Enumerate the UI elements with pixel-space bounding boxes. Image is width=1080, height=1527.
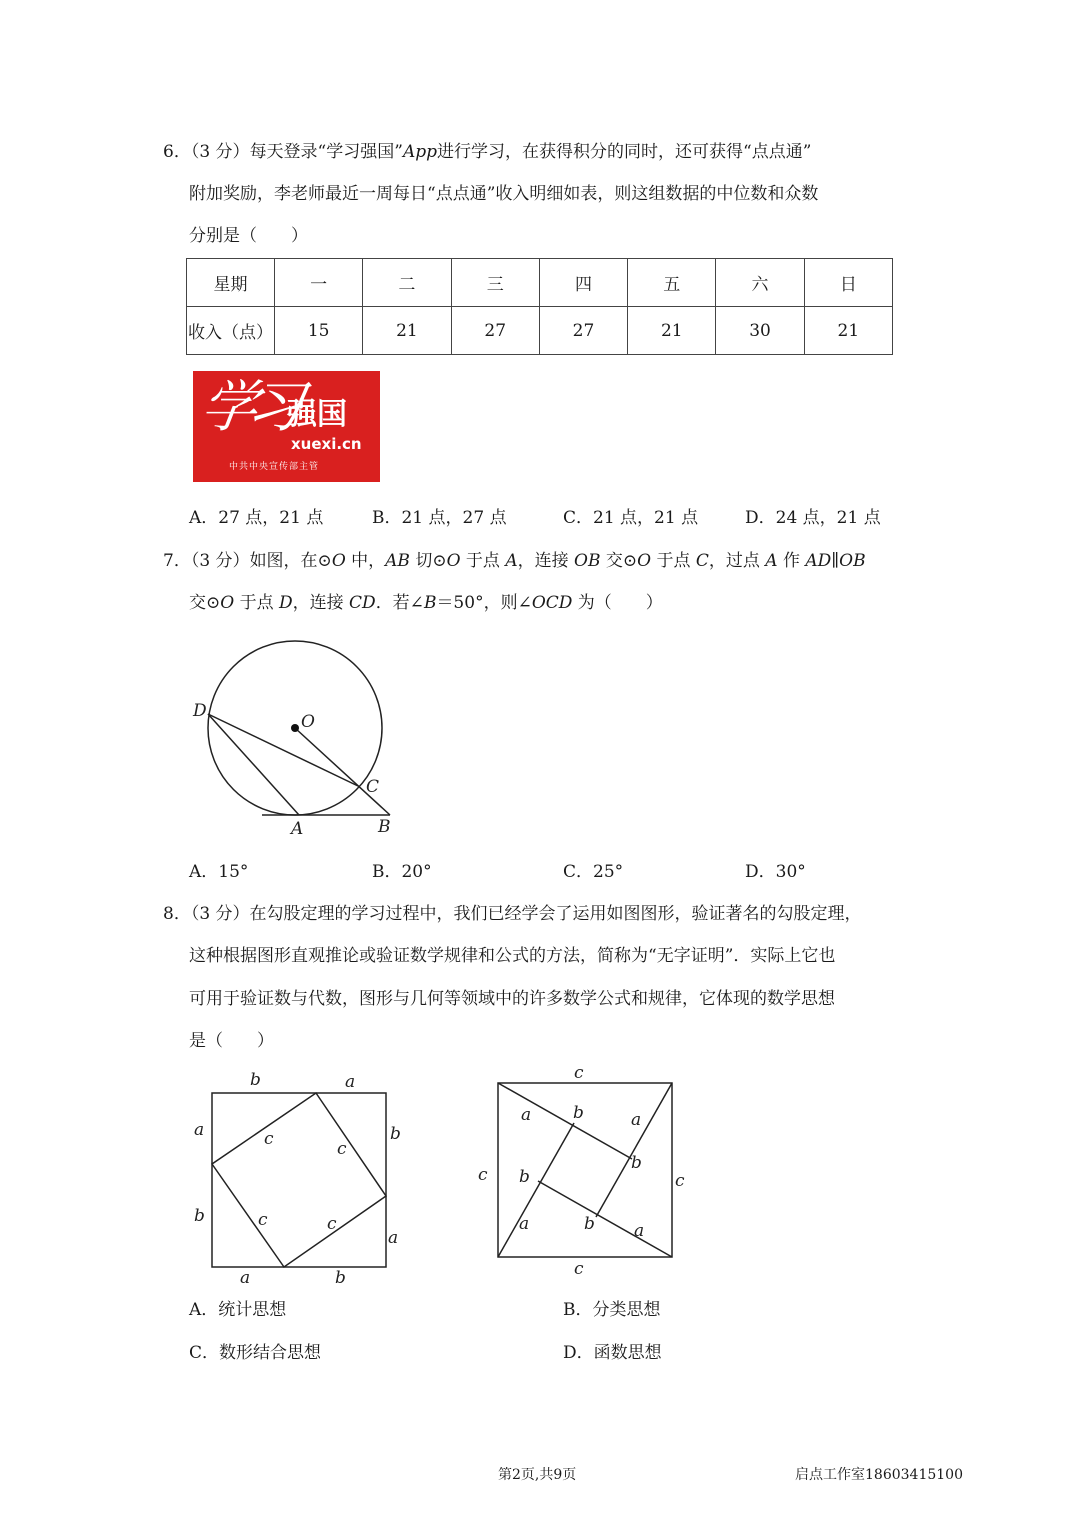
q7-var: AD xyxy=(805,551,832,571)
q8-figure-1 xyxy=(185,1062,410,1292)
q7-var: OB xyxy=(839,551,866,571)
q7-text: 于点 xyxy=(234,593,279,613)
label-c: c xyxy=(574,1259,584,1279)
label-a: a xyxy=(240,1268,251,1288)
page-number: 第2页,共9页 xyxy=(498,1467,577,1483)
segment xyxy=(596,1083,672,1217)
q8-line-1: 8．（3 分）在勾股定理的学习过程中，我们已经学会了运用如图图形，验证著名的勾股定理， xyxy=(163,904,862,924)
label-b: b xyxy=(390,1124,401,1144)
q7-var: O xyxy=(446,551,461,571)
label-c: c xyxy=(337,1139,347,1159)
label-a: a xyxy=(345,1072,356,1092)
q6-line-3: 分别是（ ） xyxy=(189,226,308,246)
q6-text-a: 每天登录“学习强国” xyxy=(249,142,403,162)
q7-var: OCD xyxy=(531,593,573,613)
inner-square xyxy=(212,1093,386,1267)
q8-line-3: 可用于验证数与代数，图形与几何等领域中的许多数学公式和规律，它体现的数学思想 xyxy=(189,989,835,1009)
label-a: a xyxy=(519,1214,530,1234)
q7-var: D xyxy=(279,593,293,613)
table-cell: 21 xyxy=(804,307,892,355)
table-cell: 六 xyxy=(716,259,804,307)
label-b: b xyxy=(519,1167,530,1187)
outer-square xyxy=(212,1093,386,1267)
label-o: O xyxy=(301,712,315,732)
table-row xyxy=(187,307,893,355)
q7-line-2 xyxy=(189,591,663,615)
q6-option-d: D．24 点，21 点 xyxy=(745,508,881,528)
q7-text: ∥ xyxy=(831,551,840,571)
q7-option-b: B．20° xyxy=(372,862,432,882)
q7-text: 交⊙ xyxy=(600,551,638,571)
q6-score: （3 分） xyxy=(190,142,250,162)
table-cell: 星期 xyxy=(187,259,275,307)
label-d: D xyxy=(193,701,207,721)
label-b: B xyxy=(378,817,391,837)
label-a: a xyxy=(388,1228,399,1248)
q6-number: 6． xyxy=(163,142,191,162)
label-b: b xyxy=(631,1153,642,1173)
q7-text: 为（ ） xyxy=(572,593,663,613)
studio-contact: 启点工作室18603415100 xyxy=(795,1467,963,1483)
label-a: a xyxy=(521,1105,532,1125)
q7-var: O xyxy=(220,593,235,613)
q8-option-b: B．分类思想 xyxy=(563,1300,661,1320)
q8-figure-2 xyxy=(470,1058,695,1283)
q7-text: ，连接 xyxy=(517,551,575,571)
table-cell: 21 xyxy=(363,307,451,355)
label-b: b xyxy=(335,1268,346,1288)
q7-circle-figure xyxy=(180,630,410,845)
label-c: c xyxy=(264,1129,274,1149)
label-a: a xyxy=(631,1110,642,1130)
q7-text: ＝50°，则∠ xyxy=(436,593,532,613)
q7-text: 交⊙ xyxy=(189,593,221,613)
q7-var: O xyxy=(331,551,346,571)
q8-option-c: C．数形结合思想 xyxy=(189,1343,322,1363)
table-row xyxy=(187,259,893,307)
table-cell: 15 xyxy=(275,307,363,355)
q7-var: A xyxy=(765,551,778,571)
q6-text-b: 进行学习，在获得积分的同时，还可获得“点点通” xyxy=(437,142,812,162)
center-point xyxy=(291,724,299,732)
label-b: b xyxy=(573,1103,584,1123)
q7-text: 中， xyxy=(345,551,386,571)
segment xyxy=(538,1181,672,1257)
label-a: a xyxy=(194,1120,205,1140)
table-cell: 二 xyxy=(363,259,451,307)
table-cell: 27 xyxy=(451,307,539,355)
logo-subtitle: 中共中央宣传部主管 xyxy=(229,462,320,472)
q8-line-2: 这种根据图形直观推论或验证数学规律和公式的方法，简称为“无字证明”．实际上它也 xyxy=(189,946,836,966)
q7-option-a: A．15° xyxy=(189,862,249,882)
q7-var: C xyxy=(695,551,709,571)
q8-option-d: D．函数思想 xyxy=(563,1343,662,1363)
logo-calligraphy: 学习 xyxy=(196,375,298,440)
q6-option-c: C．21 点，21 点 xyxy=(563,508,699,528)
label-b: b xyxy=(194,1206,205,1226)
q7-text: ，过点 xyxy=(708,551,766,571)
segment-ob xyxy=(295,728,390,815)
label-a: a xyxy=(634,1221,645,1241)
table-cell: 21 xyxy=(628,307,716,355)
q7-text: 切⊙ xyxy=(409,551,447,571)
q7-option-d: D．30° xyxy=(745,862,806,882)
logo-url: xuexi.cn xyxy=(291,435,362,453)
segment xyxy=(498,1083,632,1159)
q7-var: O xyxy=(637,551,652,571)
q7-var: AB xyxy=(385,551,410,571)
table-cell: 日 xyxy=(804,259,892,307)
q6-app: App xyxy=(402,142,437,162)
q7-option-c: C．25° xyxy=(563,862,624,882)
income-table xyxy=(186,258,893,355)
q7-text: 如图，在⊙ xyxy=(249,551,332,571)
table-cell: 四 xyxy=(539,259,627,307)
table-cell: 一 xyxy=(275,259,363,307)
label-c: c xyxy=(675,1171,685,1191)
q6-option-a: A．27 点，21 点 xyxy=(189,508,324,528)
q8-option-a: A．统计思想 xyxy=(189,1300,287,1320)
q7-var: CD xyxy=(349,593,376,613)
q8-line-4: 是（ ） xyxy=(189,1031,274,1051)
label-a: A xyxy=(291,819,304,839)
q6-line-1 xyxy=(163,140,811,164)
q7-score: （3 分） xyxy=(190,551,250,571)
label-c: c xyxy=(574,1063,584,1083)
table-cell: 五 xyxy=(628,259,716,307)
segment-ad xyxy=(208,714,299,815)
label-c: c xyxy=(478,1165,488,1185)
q7-number: 7． xyxy=(163,551,191,571)
q6-line-2: 附加奖励，李老师最近一周每日“点点通”收入明细如表，则这组数据的中位数和众数 xyxy=(189,184,819,204)
logo-title: 强国 xyxy=(287,397,347,432)
segment-cd xyxy=(208,714,358,786)
xuexi-logo xyxy=(193,371,380,482)
q6-option-b: B．21 点，27 点 xyxy=(372,508,507,528)
segment xyxy=(498,1123,574,1257)
q7-var: OB xyxy=(574,551,601,571)
table-cell: 三 xyxy=(451,259,539,307)
q7-var: A xyxy=(505,551,518,571)
q7-var: B xyxy=(423,593,437,613)
table-cell: 收入（点） xyxy=(187,307,275,355)
label-b: b xyxy=(584,1214,595,1234)
label-c: C xyxy=(366,777,380,797)
label-b: b xyxy=(250,1070,261,1090)
q7-text: 作 xyxy=(777,551,806,571)
table-cell: 27 xyxy=(539,307,627,355)
q7-text: ．若∠ xyxy=(375,593,424,613)
table-cell: 30 xyxy=(716,307,804,355)
q7-text: 于点 xyxy=(460,551,506,571)
q7-line-1 xyxy=(163,549,866,573)
label-c: c xyxy=(258,1210,268,1230)
q7-text: 于点 xyxy=(651,551,696,571)
q7-text: ，连接 xyxy=(292,593,350,613)
label-c: c xyxy=(327,1214,337,1234)
